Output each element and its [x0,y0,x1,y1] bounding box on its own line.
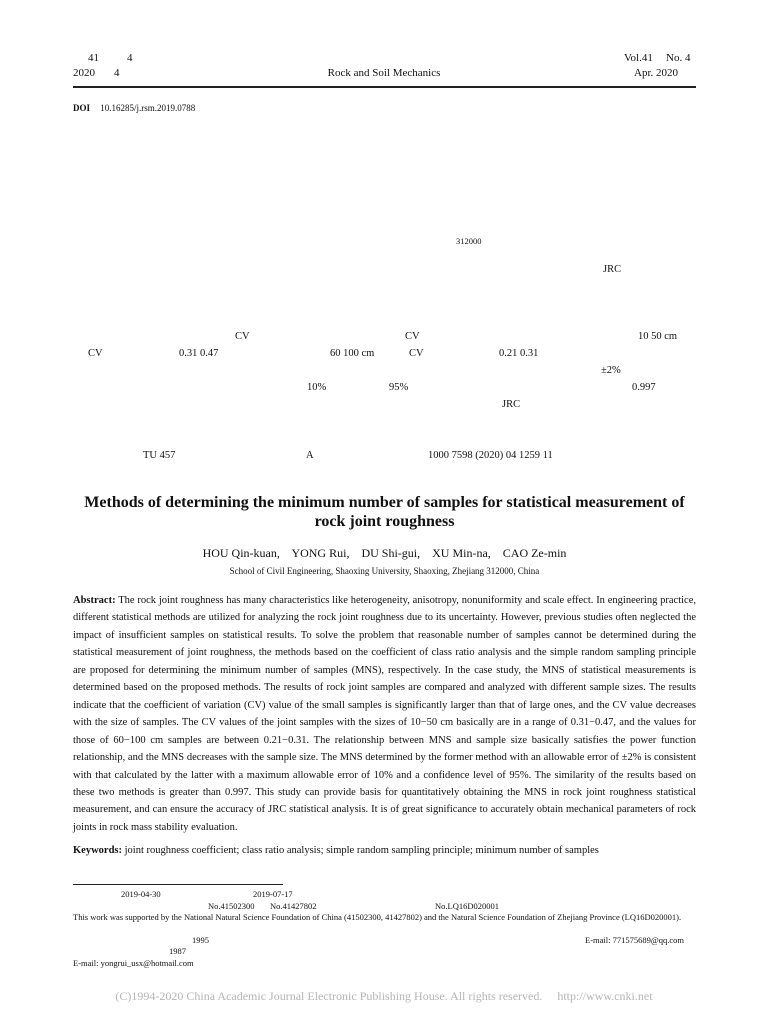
header-month: 4 [114,67,120,79]
revised-date: 2019-07-17 [253,889,293,899]
abstract [73,592,696,836]
max-error-percent: 10% [307,382,327,393]
footnote-rule [73,884,283,885]
cv-label-3: CV [88,348,103,359]
cv-label-4: CV [409,348,424,359]
funding-statement: This work was supported by the National Natural Science Foundation of China (41502300, 41427802) and the Natural Science Foundation of Zhejiang Province (LQ16D020001). [73,912,682,922]
author2-email: E-mail: yongrui_usx@hotmail.com [73,958,194,968]
grant-number-2: No.41427802 [270,901,317,911]
size-range-1: 10 50 cm [638,331,678,342]
author2-birth-year: 1987 [169,946,186,956]
cv-range-1: 0.31 0.47 [179,348,219,359]
header-year: 2020 [73,67,95,79]
size-range-2: 60 100 cm [330,348,375,359]
postcode: 312000 [456,236,482,246]
jrc-label-1: JRC [603,264,622,275]
header-volume-number: 41 [88,52,99,64]
received-date: 2019-04-30 [121,889,161,899]
header-journal-name: Rock and Soil Mechanics [327,67,441,79]
header-rule [73,86,696,88]
keywords [73,844,696,858]
cv-label-1: CV [235,331,250,342]
cv-range-2: 0.21 0.31 [499,348,539,359]
cv-label-2: CV [405,331,420,342]
affiliation: School of Civil Engineering, Shaoxing University, Shaoxing, Zhejiang 312000, China [229,566,540,576]
abstract-text: The rock joint roughness has many characteristics like heterogeneity, anisotropy, nonuniformity and scale effect. In engineering practice, different statistical methods are utilized for analyzing the rock joint roughness due to its uncertainty. However, previous studies often neglected the impact of insufficient samples on statistical results. To solve the problem that reasonable number of samples cannot be determined during the statistical measurement of joint roughness, the methods based on the coefficient of class ratio analysis and the simple random sampling principle are proposed for determining the minimum number of samples (MNS), respectively. In the case study, the MNS of statistical measurements is determined based on the proposed methods. The results of rock joint samples are compared and analyzed with different sample sizes. The results indicate that the coefficient of variation (CV) value of the small samples is significantly larger than that of large ones, and the CV value decreases with the size of samples. The CV values of the joint samples with the sizes of 10−50 cm basically are in a range of 0.31−0.47, and the values for those of 60−100 cm samples are between 0.21−0.31. The relationship between MNS and sample size basically satisfies the power function relationship, and the MNS decreases with the sample size. The MNS determined by the former method with an allowable error of ±2% is consistent with that calculated by the latter with a maximum allowable error of 10% and a confidence level of 95%. The similarity of the results based on these two methods is greater than 0.997. This study can provide basis for quantitatively obtaining the MNS in rock joint roughness statistical measurement, and can ensure the accuracy of JRC statistical analysis. It is of great significance to accurately obtain mechanical parameters of rock joints in rock mass stability evaluation. [73,595,696,833]
clc-number: TU 457 [143,450,176,461]
header-volume-en: Vol.41 [624,52,653,64]
header-issue-number: 4 [127,52,133,64]
keywords-text: joint roughness coefficient; class ratio analysis; simple random sampling principle; minimum number of samples [124,845,599,856]
author-list: HOU Qin-kuan, YONG Rui, DU Shi-gui, XU Min-na, CAO Ze-min [202,546,567,560]
keywords-label: Keywords: [73,845,122,856]
author1-email: E-mail: 771575689@qq.com [585,935,684,945]
abstract-label: Abstract: [73,595,116,606]
doi-value: 10.16285/j.rsm.2019.0788 [100,103,196,113]
similarity-value: 0.997 [632,382,656,393]
copyright-notice: (C)1994-2020 China Academic Journal Electronic Publishing House. All rights reserved. http://www.cnki.net [115,989,653,1003]
doi-line [73,103,195,113]
confidence-percent: 95% [389,382,409,393]
header-issue-en: No. 4 [666,52,691,64]
grant-number-3: No.LQ16D020001 [435,901,499,911]
document-code: A [306,450,314,461]
header-date-en: Apr. 2020 [634,67,678,79]
allowable-error: ±2% [601,365,621,376]
author1-birth-year: 1995 [192,935,209,945]
article-id: 1000 7598 (2020) 04 1259 11 [428,450,553,461]
grant-number-1: No.41502300 [208,901,255,911]
doi-label: DOI [73,103,91,113]
jrc-label-2: JRC [502,399,521,410]
paper-title: Methods of determining the minimum number of samples for statistical measurement of rock joint roughness [84,494,685,530]
